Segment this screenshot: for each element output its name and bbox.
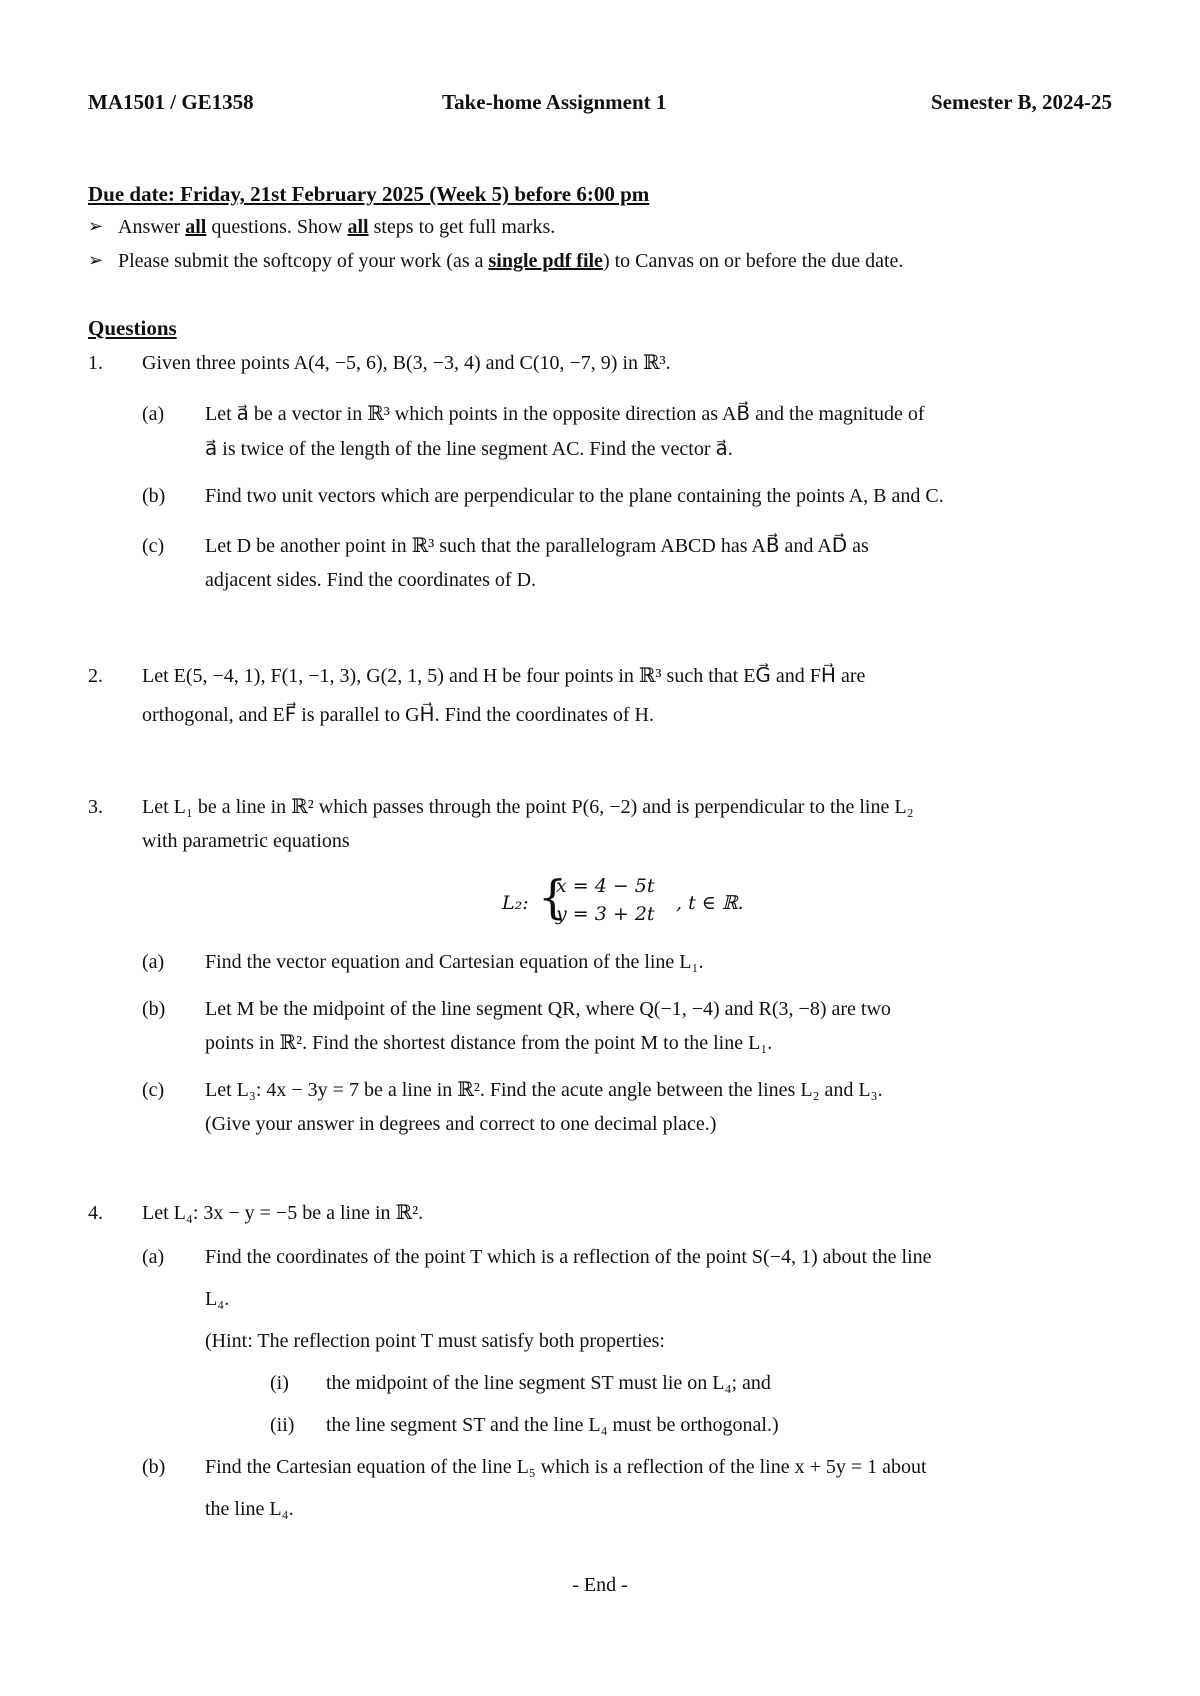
q3-line2: with parametric equations (142, 830, 350, 852)
q4-stem: Let L₄: 3x − y = −5 be a line in ℝ². (142, 1202, 424, 1224)
q1-a-line2: a⃗ is twice of the length of the line segment AC. Find the vector a⃗. (205, 438, 733, 460)
equation-x: x = 4 − 5t (556, 875, 655, 897)
q1-a-line1: Let a⃗ be a vector in ℝ³ which points in the opposite direction as AB⃗ and the magnitude of (205, 403, 925, 425)
question-number: 1. (88, 352, 103, 374)
instruction-2: Please submit the softcopy of your work (as a single pdf file) to Canvas on or before the due date. (118, 250, 904, 272)
course-code: MA1501 / GE1358 (88, 90, 254, 114)
q1-b-line1: Find two unit vectors which are perpendicular to the plane containing the points A, B and C. (205, 485, 944, 507)
q3-c-label: (c) (142, 1079, 165, 1101)
equation-label: L₂: (502, 892, 529, 914)
brace: { (538, 870, 568, 924)
equation-parameter: , t ∈ ℝ. (676, 892, 744, 914)
q1-a-label: (a) (142, 403, 165, 425)
q2-line1: Let E(5, −4, 1), F(1, −1, 3), G(2, 1, 5) and H be four points in ℝ³ such that EG⃗ and FH⃗ are (142, 665, 866, 687)
q4-a-label: (a) (142, 1246, 165, 1268)
q2-line2: orthogonal, and EF⃗ is parallel to GH⃗. Find the coordinates of H. (142, 704, 654, 726)
end-marker: - End - (572, 1574, 628, 1596)
q3-a-line1: Find the vector equation and Cartesian equation of the line L₁. (205, 951, 704, 973)
q3-a-label: (a) (142, 951, 165, 973)
q4-hint: (Hint: The reflection point T must satisfy both properties: (205, 1330, 665, 1352)
questions-heading: Questions (88, 316, 177, 340)
question-number: 4. (88, 1202, 103, 1224)
hint-i: the midpoint of the line segment ST must lie on L₄; and (326, 1372, 771, 1394)
equation-y: y = 3 + 2t (556, 903, 655, 925)
hint-ii: the line segment ST and the line L₄ must be orthogonal.) (326, 1414, 779, 1436)
q4-b-line2: the line L₄. (205, 1498, 294, 1520)
q1-b-label: (b) (142, 485, 166, 507)
q3-b-label: (b) (142, 998, 166, 1020)
q4-b-label: (b) (142, 1456, 166, 1478)
q1-c-line1: Let D be another point in ℝ³ such that the parallelogram ABCD has AB⃗ and AD⃗ as (205, 535, 869, 557)
hint-i-label: (i) (270, 1372, 289, 1394)
question-number: 2. (88, 665, 103, 687)
q1-c-label: (c) (142, 535, 165, 557)
bullet-icon: ➢ (88, 250, 104, 270)
due-date: Due date: Friday, 21st February 2025 (Week 5) before 6:00 pm (88, 182, 650, 206)
q4-a-line2: L₄. (205, 1288, 230, 1310)
q3-b-line2: points in ℝ². Find the shortest distance from the point M to the line L₁. (205, 1032, 773, 1054)
q4-a-line1: Find the coordinates of the point T which is a reflection of the point S(−4, 1) about the line (205, 1246, 932, 1268)
bullet-icon: ➢ (88, 216, 104, 236)
q3-c-line1: Let L₃: 4x − 3y = 7 be a line in ℝ². Find the acute angle between the lines L₂ and L₃. (205, 1079, 883, 1101)
q3-b-line1: Let M be the midpoint of the line segment QR, where Q(−1, −4) and R(3, −8) are two (205, 998, 891, 1020)
question-number: 3. (88, 796, 103, 818)
q3-c-line2: (Give your answer in degrees and correct to one decimal place.) (205, 1113, 717, 1135)
semester: Semester B, 2024-25 (931, 90, 1112, 114)
assignment-title: Take-home Assignment 1 (442, 90, 667, 114)
q1-stem: Given three points A(4, −5, 6), B(3, −3, 4) and C(10, −7, 9) in ℝ³. (142, 352, 671, 374)
q4-b-line1: Find the Cartesian equation of the line L₅ which is a reflection of the line x + 5y = 1 about (205, 1456, 927, 1478)
instruction-1: Answer all questions. Show all steps to get full marks. (118, 216, 556, 238)
q1-c-line2: adjacent sides. Find the coordinates of D. (205, 569, 537, 591)
q3-line1: Let L₁ be a line in ℝ² which passes through the point P(6, −2) and is perpendicular to the line L₂ (142, 796, 914, 818)
hint-ii-label: (ii) (270, 1414, 295, 1436)
